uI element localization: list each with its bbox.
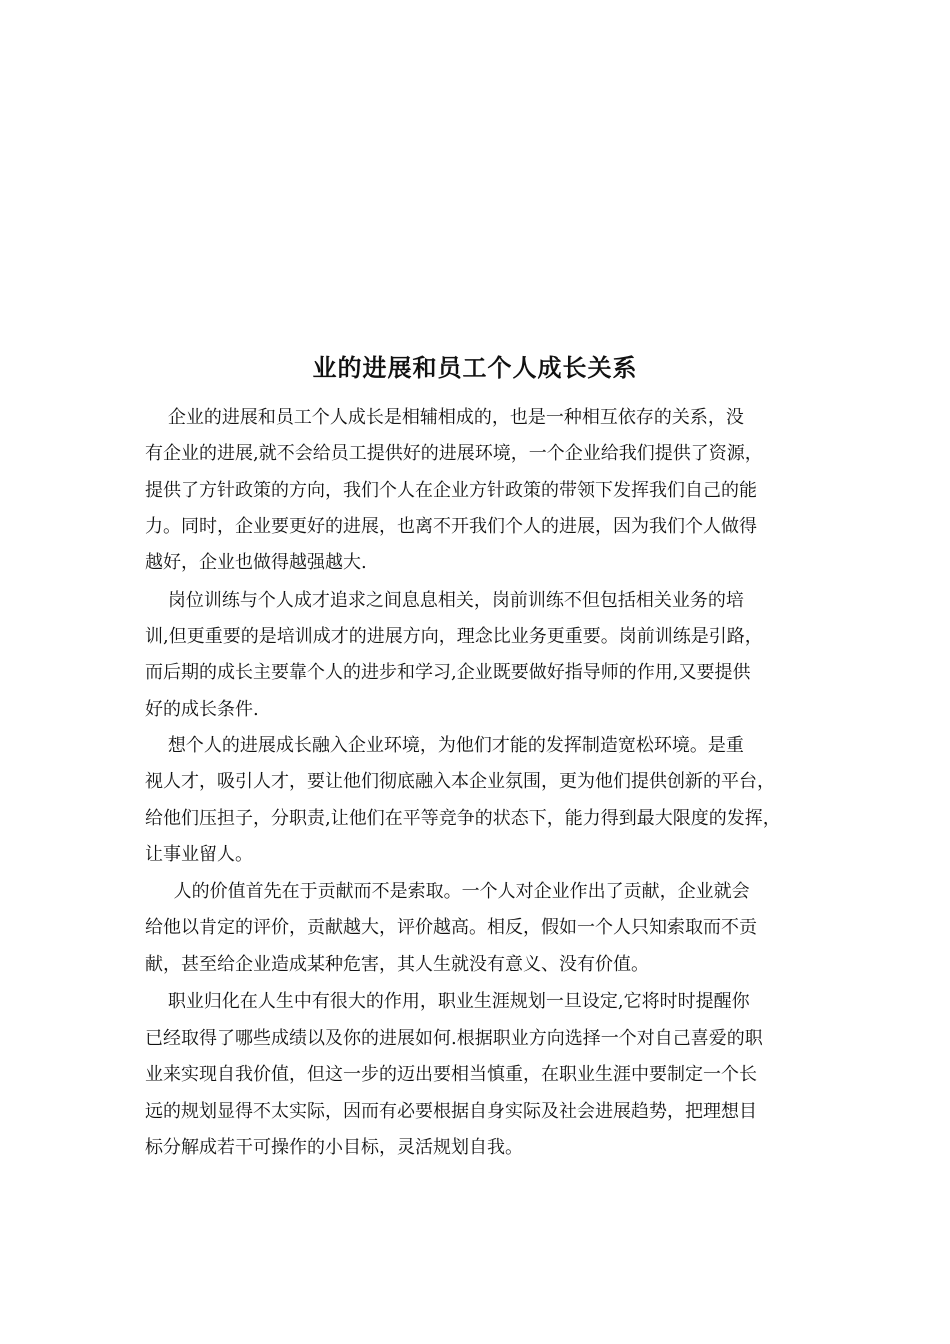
text-line: 献，甚至给企业造成某种危害，其人生就没有意义、没有价值。 <box>145 954 649 975</box>
text-line: 企业的进展和员工个人成长是相辅相成的，也是一种相互依存的关系，没 <box>145 407 744 428</box>
text-line: 给他以肯定的评价，贡献越大，评价越高。相反，假如一个人只知索取而不贡 <box>145 917 757 938</box>
text-line: 力。同时，企业要更好的进展，也离不开我们个人的进展，因为我们个人做得 <box>145 516 757 537</box>
text-line: 而后期的成长主要靠个人的进步和学习,企业既要做好指导师的作用,又要提供 <box>145 662 751 683</box>
text-line: 标分解成若干可操作的小目标，灵活规划自我。 <box>145 1137 523 1158</box>
document-title: 业的进展和员工个人成长关系 <box>312 354 638 382</box>
text-line: 越好，企业也做得越强越大. <box>145 552 367 573</box>
text-line: 岗位训练与个人成才追求之间息息相关，岗前训练不但包括相关业务的培 <box>145 590 744 611</box>
text-line: 给他们压担子，分职责,让他们在平等竞争的状态下，能力得到最大限度的发挥， <box>145 808 781 829</box>
text-line: 训,但更重要的是培训成才的进展方向，理念比业务更重要。岗前训练是引路， <box>145 626 763 647</box>
text-line: 想个人的进展成长融入企业环境，为他们才能的发挥制造宽松环境。是重 <box>145 735 744 756</box>
text-line: 让事业留人。 <box>145 844 253 865</box>
text-line: 远的规划显得不太实际，因而有必要根据自身实际及社会进展趋势，把理想目 <box>145 1101 757 1122</box>
text-line: 人的价值首先在于贡献而不是索取。一个人对企业作出了贡献，企业就会 <box>145 881 750 902</box>
text-line: 有企业的进展,就不会给员工提供好的进展环境，一个企业给我们提供了资源， <box>145 443 763 464</box>
text-line: 视人才，吸引人才，要让他们彻底融入本企业氛围，更为他们提供创新的平台， <box>145 771 775 792</box>
text-line: 提供了方针政策的方向，我们个人在企业方针政策的带领下发挥我们自己的能 <box>145 480 757 501</box>
text-line: 业来实现自我价值，但这一步的迈出要相当慎重，在职业生涯中要制定一个长 <box>145 1064 757 1085</box>
text-line: 已经取得了哪些成绩以及你的进展如何.根据职业方向选择一个对自己喜爱的职 <box>145 1028 763 1049</box>
text-line: 好的成长条件. <box>145 699 259 720</box>
text-line: 职业归化在人生中有很大的作用，职业生涯规划一旦设定,它将时时提醒你 <box>145 991 750 1012</box>
